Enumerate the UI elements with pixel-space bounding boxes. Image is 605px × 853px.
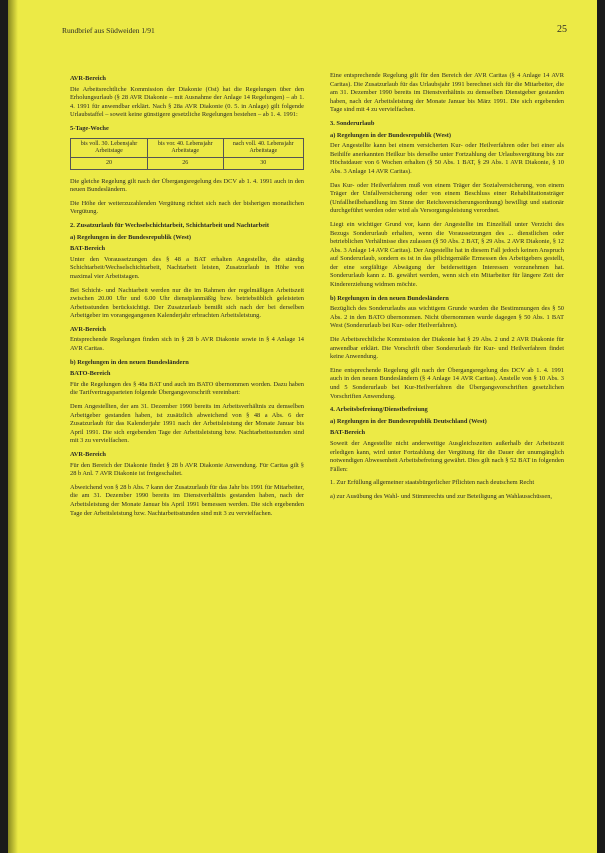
table-cell: 30	[223, 157, 303, 169]
header-title: Rundbrief aus Südweiden 1/91	[62, 26, 155, 35]
table-header-row	[71, 138, 304, 157]
bato-heading: BATO-Bereich	[70, 370, 111, 378]
subsection-heading: b) Regelungen in den neuen Bundesländern	[330, 294, 449, 302]
right-column	[330, 72, 564, 507]
page-number: 25	[557, 24, 567, 35]
table-caption: 5-Tage-Woche	[70, 124, 109, 132]
subsection-heading: b) Regelungen in den neuen Bundesländern	[70, 358, 189, 366]
paragraph: Für die Regelungen des § 48a BAT und auch im BATO übernommen worden. Dazu haben die Tarifvertragsparteien folgende Übergangsvorschrift vereinbart:	[70, 380, 304, 397]
paragraph: Die Höhe der weiterzuzahlenden Vergütung richtet sich nach der bisherigen monatlichen Vergütung.	[70, 199, 304, 216]
table-header-cell: bis voll. 30. Lebensjahr Arbeitstage	[71, 138, 148, 157]
paragraph: Eine entsprechende Regelung gilt für den Bereich der AVR Caritas (§ 4 Anlage 14 AVR Caritas). Die Zusatzurlaub für das Urlaubsjahr 1991 berechnet sich für die Mitarbeiter, die am 31. Dezember 1990 bereits im Dienstverhältnis zu demselben Dienstgeber gestanden haben, nach der Arbeitsleistung der Monate Januar bis März 1991. Die sich ergebenden Tage sind mit 4 zu vervielfachen.	[330, 72, 564, 114]
paragraph: Soweit der Angestellte nicht anderweitige Ausgleichszeiten außerhalb der Arbeitszeit erledigen kann, wird unter Fortzahlung der Vergütung für die Dauer der unumgänglich notwendigen Abwesenheit Arbeitsbefreiung gewährt. Dies gilt nach § 52 BAT in folgenden Fällen:	[330, 439, 564, 473]
table-header-cell: bis vor. 40. Lebensjahr Arbeitstage	[147, 138, 223, 157]
paragraph: Die Arbeitsrechtliche Kommission der Diakonie hat § 29 Abs. 2 und 2 AVR Diakonie für anwendbar erklärt. Die Vorschrift über Sonderurlaub für Kur- und Heilverfahren findet keine Anwendung.	[330, 336, 564, 361]
section-heading: 4. Arbeitsbefreiung/Dienstbefreiung	[330, 406, 428, 414]
subsection-heading: a) Regelungen in der Bundesrepublik (West)	[70, 233, 192, 241]
paragraph: Liegt ein wichtiger Grund vor, kann der Angestellte im Einzelfall unter Verzicht des Bezugs Sonderurlaub erhalten, wenn die Voraussetzungen des ... dienstlichen oder betrieblichen Verhältnisse dies zulassen (§ 50 Abs. 2 BAT, § 29 Abs. 2 AVR Diakonie, § 12 Abs. 3 Anlage 14 AVR Caritas). Der Angestellte hat in diesem Fall jedoch keinen Anspruch auf Sonderurlaub, sondern es ist in das pflichtgemäße Ermessen des Arbeitgebers gestellt, der eine sorgfältige Abwägung der beiderseitigen Interessen vorzunehmen hat. Sonderurlaub kann z. B. gewährt werden, wenn sich ein Mitarbeiter für längere Zeit der Kindererziehung widmen möchte.	[330, 220, 564, 289]
bat-heading: BAT-Bereich	[70, 245, 106, 253]
document-page	[8, 0, 597, 853]
paragraph: Die Arbeitsrechtliche Kommission der Diakonie (Ost) hat die Regelungen über den Erholungsurlaub (§ 28 AVR Diakonie – mit Ausnahme der Anlage 14 Regelungen) – ab 1. 4. 1991 für anwendbar erklärt. Nach § 28a AVR Diakonie (0. 5. in Anlage) gilt folgende Urlaubstaffel – soweit keine günstigere gesetzliche Regelungen bestehen – ab 1. 4. 1991:	[70, 85, 304, 119]
table-header-cell: nach voll. 40. Lebensjahr Arbeitstage	[223, 138, 303, 157]
paragraph: Das Kur- oder Heilverfahren muß von einem Träger der Sozialversicherung, von einem Träger der Unfallversicherung oder von einem Beschluss einer Rehabilitationsträger (Unfallheilbehandlung im Sinne der Reichsversicherungsordnung) bewilligt und stationär durchgeführt werden oder wird als Versorgungsleistung verordnet.	[330, 181, 564, 215]
avr-heading: AVR-Bereich	[70, 451, 106, 458]
table-row	[71, 157, 304, 169]
paragraph: Unter den Voraussetzungen des § 48 a BAT erhalten Angestellte, die ständig Schichtarbeit/Wechselschichtarbeit, Nachtarbeit leisten, Zusatzurlaub in Höhe von maximal vier Arbeitstagen.	[70, 255, 304, 280]
paragraph: Für den Bereich der Diakonie findet § 28 b AVR Diakonie Anwendung. Für Caritas gilt § 28 b Anl. 7 AVR Diakonie ist freigeschaltet.	[70, 461, 304, 478]
paragraph: Dem Angestellten, der am 31. Dezember 1990 bereits im Arbeitsverhältnis zu demselben Arbeitgeber gestanden haben, ist zusätzlich abweichend von § 48 a Abs. 6 der Zusatzurlaub für das Kalenderjahr 1991 nach der Arbeitsleistung der Monate Januar bis April 1991. Die sich ergebenden Tage der Arbeitsleistung bzw. Nachtarbeitsstunden sind mit 3 zu vervielfachen.	[70, 403, 304, 445]
section-heading: 3. Sonderurlaub	[330, 119, 375, 127]
paragraph: Bei Schicht- und Nachtarbeit werden nur die im Rahmen der regelmäßigen Arbeitszeit zwischen 20.00 Uhr und 6.00 Uhr dienstplanmäßig bzw. betriebsüblich geleisteten Arbeitsstunden berücksichtigt. Der Zusatzurlaub bemißt sich nach der bei derselben Arbeitgeber im vorangegangenen Kalenderjahr erbrachten Arbeitsleistung.	[70, 286, 304, 320]
bat-heading: BAT-Bereich	[330, 429, 366, 437]
paragraph: Bezüglich des Sonderurlaubs aus wichtigem Grunde wurden die Bestimmungen des § 50 Abs. 2 in den BATO übernommen. Nicht übernommen wurde dagegen § 50 Abs. 1 BAT West (Sonderurlaub bei Kur- oder Heilverfahren).	[330, 305, 564, 330]
avr-heading: AVR-Bereich	[70, 325, 106, 333]
paragraph: Abweichend von § 28 b Abs. 7 kann der Zusatzurlaub für das Jahr bis 1991 für Mitarbeiter, die am 31. Dezember 1990 bereits im Dienstverhältnis gestanden haben, nach der Arbeitsleistung der Monate Januar bis April 1991 bemessen werden. Die sich ergebenden Tage der Arbeitsleistung bzw. Nachtarbeitsstunden sind mit 3 zu vervielfachen.	[70, 483, 304, 517]
page-edge-shadow	[8, 0, 18, 853]
table-cell: 26	[147, 157, 223, 169]
subsection-heading: a) Regelungen in der Bundesrepublik Deutschland (West)	[330, 417, 487, 425]
section-heading: 2. Zusatzurlaub für Wechselschichtarbeit, Schichtarbeit und Nachtarbeit	[70, 221, 269, 229]
left-column	[70, 72, 304, 523]
table-cell: 20	[71, 157, 148, 169]
avr-heading: AVR-Bereich	[70, 75, 106, 82]
vacation-table	[70, 138, 304, 170]
list-item: a) zur Ausübung des Wahl- und Stimmrechts und zur Beteiligung an Wahlausschüssen,	[330, 492, 553, 500]
paragraph: Der Angestellte kann bei einem versicherten Kur- oder Heilverfahren oder bei einer als Beihilfe anerkannten Heilkur bis derselbe unter Fortzahlung der Urlaubsvergütung bis zur Höchstdauer von 6 Wochen erhalten (§ 50 Abs. 1 BAT, § 29 Abs. 1 AVR Diakonie, § 10 Abs. 3 Anlage 14 AVR Caritas).	[330, 142, 564, 175]
paragraph: Eine entsprechende Regelung gilt nach der Übergangsregelung des DCV ab 1. 4. 1991 auch in den neuen Bundesländern (§ 4 Anlage 14 AVR Caritas). Anstelle von § 10 Abs. 3 und 5 Sonderurlaub bei Kur-Heilverfahren die Übergangsvorschriften gesetzlichen Vorschriften Anwendung.	[330, 366, 564, 400]
paragraph: Entsprechende Regelungen finden sich in § 28 b AVR Diakonie sowie in § 4 Anlage 14 AVR Caritas.	[70, 336, 304, 353]
paragraph: Die gleiche Regelung gilt nach der Übergangsregelung des DCV ab 1. 4. 1991 auch in den neuen Bundesländern.	[70, 177, 304, 194]
list-item: 1. Zur Erfüllung allgemeiner staatsbürgerlicher Pflichten nach deutschem Recht	[330, 479, 535, 487]
subsection-heading: a) Regelungen in der Bundesrepublik (West)	[330, 131, 452, 139]
